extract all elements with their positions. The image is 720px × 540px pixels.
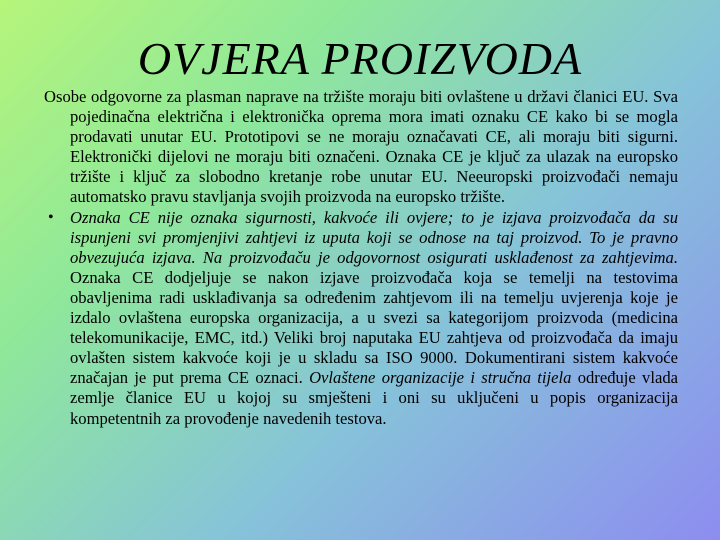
bullet-item xyxy=(44,208,678,429)
bullet-italic-text-2: Ovlaštene organizacije i stručna tijela xyxy=(309,368,572,388)
bullet-dot-icon: • xyxy=(48,208,54,226)
bullet-text xyxy=(70,208,678,429)
slide-body xyxy=(44,87,678,429)
intro-paragraph: Osobe odgovorne za plasman naprave na tržište moraju biti ovlaštene u državi članici EU. Sva pojedinačna električna i elektronička oprema mora imati oznaku CE kako bi se mogla prodavati unutar EU. Prototipovi se ne moraju označavati CE, ali moraju biti sigurni. Elektronički dijelovi ne moraju biti označeni. Oznaka CE je ključ za ulazak na europsko tržište i ključ za slobodno kretanje robe unutar EU. Neeuropski proizvođači nemaju automatsko pravu stavljanja svojih proizvoda na europsko tržište. xyxy=(44,87,678,207)
bullet-normal-text-2: određuje vlada zemlje članice EU u kojoj su smješteni i oni su uključeni u popis organizacija kompetentnih za provođenje navedenih testova. xyxy=(70,368,678,428)
bullet-italic-text-1: Oznaka CE nije oznaka sigurnosti, kakvoće ili ovjere; to je izjava proizvođača da su ispunjeni svi promjenjivi zahtjevi iz uputa koji se odnose na taj proizvod. To je pravno obvezujuća izjava. Na proizvođaču je odgovornost osigurati usklađenost za zahtjevima. xyxy=(70,207,678,267)
bullet-normal-text-1: Oznaka CE dodjeljuje se nakon izjave proizvođača koja se temelji na testovima obavljenima radi usklađivanja sa određenim zahtjevom ili na temelju uvjerenja koje je izdalo ovlaštena europska organizacija, a u svezi sa kategorijom proizvoda (medicina telekomunikacije, EMC, itd.) Veliki broj naputaka EU zahtjeva od proizvođača da imaju ovlašten sistem kakvoće koji je u skladu sa ISO 9000. Dokumentirani sistem kakvoće značajan je put prema CE oznaci. xyxy=(70,267,678,388)
slide-title: OVJERA PROIZVODA xyxy=(137,33,583,84)
